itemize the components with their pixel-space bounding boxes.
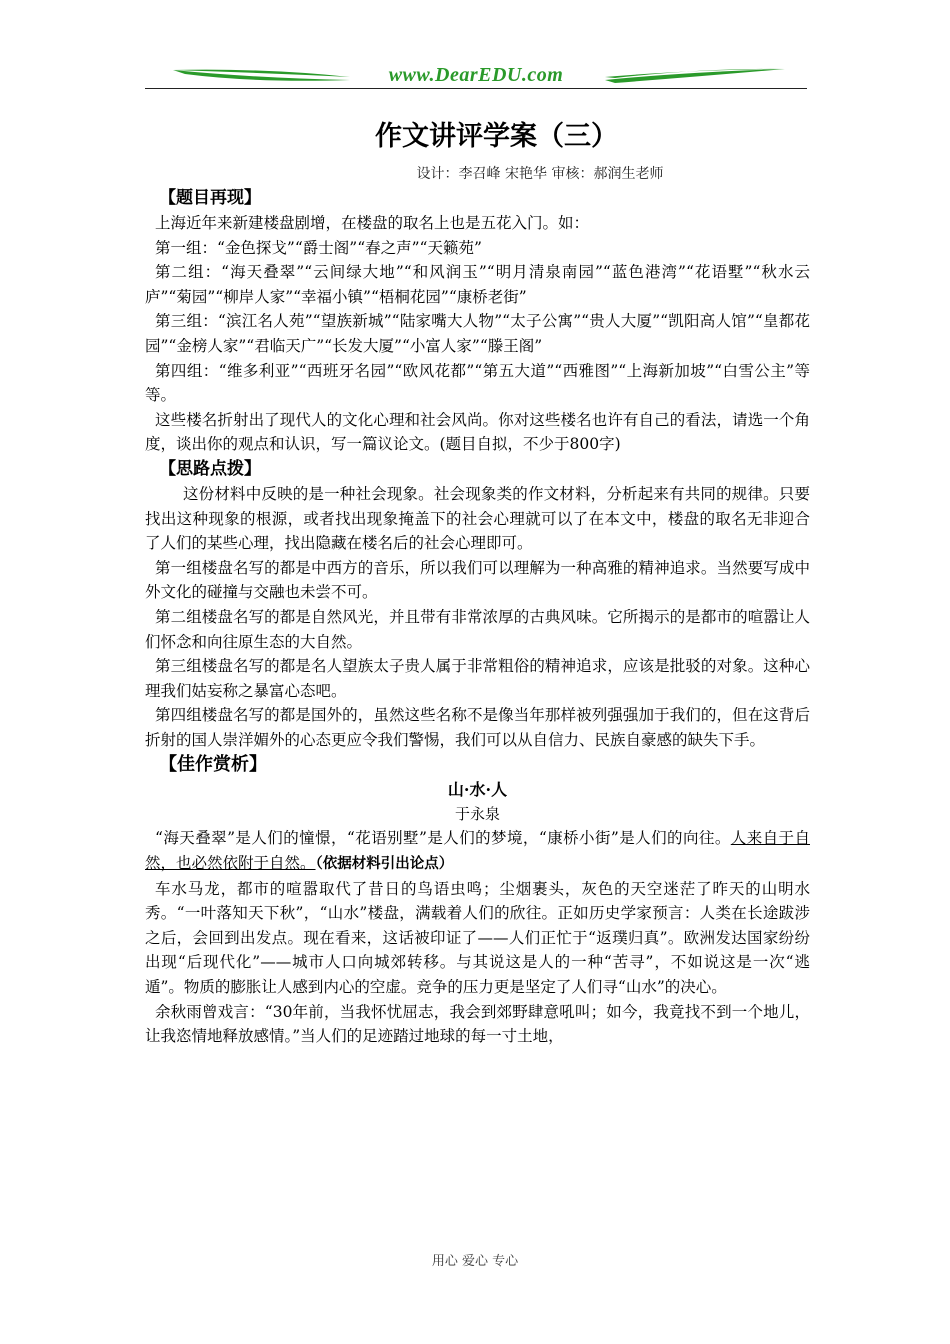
prompt-group-3: 第三组：“滨江名人苑”“望族新城”“陆家嘴大人物”“太子公寓”“贵人大厦”“凯阳高人馆”“皇都花园”“金榜人家”“君临天广”“长发大厦”“小富人家”“滕王阁” (145, 312, 810, 355)
section-heading-model-essay: 【佳作赏析】 (159, 754, 267, 776)
prompt-group-1: 第一组：“金色探戈”“爵士阁”“春之声”“天籁苑” (155, 238, 482, 257)
essay-paragraph-1 (145, 826, 810, 876)
document-credits: 设计：李召峰 宋艳华 审核：郝润生老师 (416, 166, 664, 182)
guidance-group-2: 第二组楼盘名写的都是自然风光，并且带有非常浓厚的古典风味。它所揭示的是都市的喧嚣让人们怀念和向往原生态的大自然。 (145, 607, 810, 651)
page-footer: 用心 爱心 专心 (431, 1254, 519, 1269)
prompt-group-4: 第四组：“维多利亚”“西班牙名园”“欧风花都”“第五大道”“西雅图”“上海新加坡”“白雪公主”等等。 (145, 361, 810, 405)
essay-paragraph-2: 车水马龙，都市的喧嚣取代了昔日的鸟语虫鸣；尘烟裹头，灰色的天空迷茫了昨天的山明水秀。“一叶落知天下秋”，“山水”楼盘，满载着人们的欣往。正如历史学家预言：人类在长途跋涉之后，会回到出发点。现在看来，这话被印证了——人们正忙于“返璞归真”。欧洲发达国家纷纷出现“后现代化”——城市人口向城郊转移。与其说这是人的一种“苦寻”，不如说这是一次“逃遁”。物质的膨胀让人感到内心的空虚。竞争的压力更是坚定了人们寻“山水”的决心。 (145, 879, 810, 997)
document-title: 作文讲评学案（三） (375, 121, 618, 152)
prompt-instruction: 这些楼名折射出了现代人的文化心理和社会风尚。你对这些楼名也许有自己的看法，请选一个角度，谈出你的观点和认识，写一篇议论文。(题目自拟，不少于800字) (145, 410, 810, 454)
essay-annotation: （依据材料引出论点） (315, 856, 454, 873)
guidance-group-3: 第三组楼盘名写的都是名人望族太子贵人属于非常粗俗的精神追求，应该是批驳的对象。这种心理我们姑妄称之暴富心态吧。 (145, 657, 810, 700)
essay-thesis-underlined: 人来自于自然，也必然依附于自然。 (145, 829, 810, 873)
prompt-group-2: 第二组：“海天叠翠”“云间绿大地”“和风润玉”“明月清泉南园”“蓝色港湾”“花语墅”“秋水云庐”“菊园”“柳岸人家”“幸福小镇”“梧桐花园”“康桥老街” (145, 263, 810, 306)
prompt-paragraph: 上海近年来新建楼盘剧增，在楼盘的取名上也是五花入门。如： (155, 214, 590, 232)
section-heading-prompt: 【题目再现】 (159, 188, 261, 208)
header-site-url: www.DearEDU.com (388, 64, 564, 86)
guidance-group-1: 第一组楼盘名写的都是中西方的音乐，所以我们可以理解为一种高雅的精神追求。当然要写成中外文化的碰撞与交融也未尝不可。 (145, 558, 810, 602)
essay-author: 于永泉 (454, 805, 500, 824)
section-heading-guidance: 【思路点拨】 (159, 458, 261, 479)
document-body (145, 118, 810, 1049)
essay-p1-lead: “海天叠翠”是人们的憧憬，“花语别墅”是人们的梦境，“康桥小街”是人们的向往。 (155, 829, 731, 848)
header-banner (145, 60, 807, 90)
guidance-group-4: 第四组楼盘名写的都是国外的，虽然这些名称不是像当年那样被列强强加于我们的，但在这背后折射的国人崇洋媚外的心态更应令我们警惕，我们可以从自信力、民族自豪感的缺失下手。 (145, 706, 810, 749)
header-rule (145, 88, 807, 89)
guidance-paragraph: 这份材料中反映的是一种社会现象。社会现象类的作文材料，分析起来有共同的规律。只要找出这种现象的根源，或者找出现象掩盖下的社会心理就可以了在本文中，楼盘的取名无非迎合了人们的某些心理，找出隐藏在楼名后的社会心理即可。 (145, 484, 810, 553)
essay-paragraph-3: 余秋雨曾戏言：“30年前，当我怀忧屈志，我会到郊野肆意吼叫；如今，我竟找不到一个地儿，让我恣情地释放感情。”当人们的足迹踏过地球的每一寸土地， (145, 1002, 810, 1046)
essay-title: 山·水·人 (447, 780, 508, 800)
